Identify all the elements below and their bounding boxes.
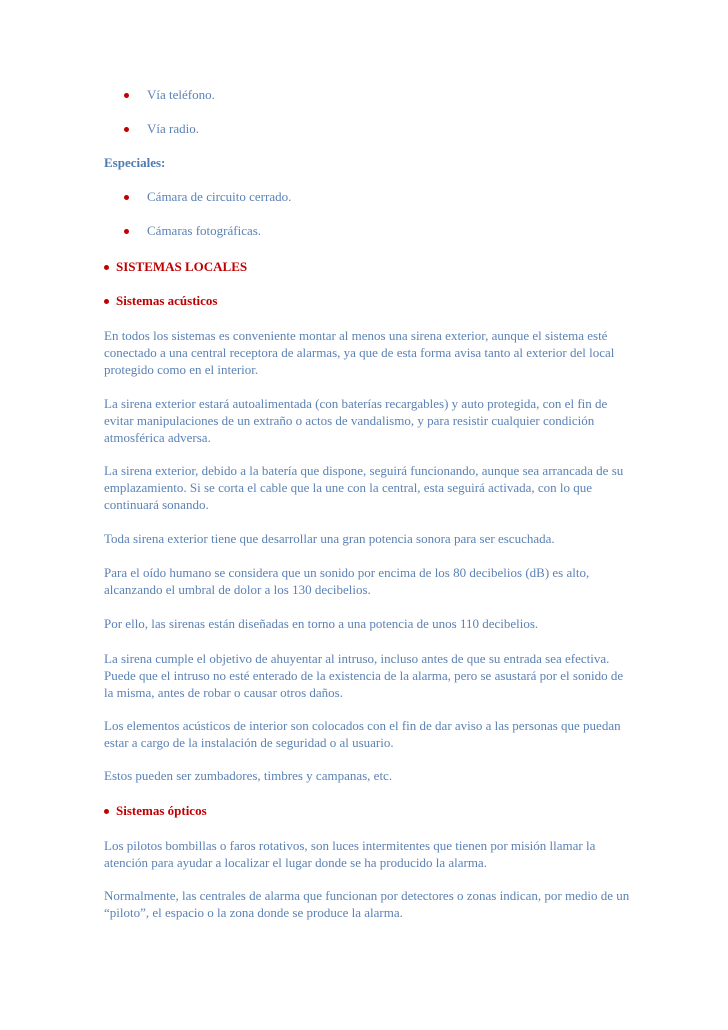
paragraph: La sirena exterior, debido a la batería que dispone, seguirá funcionando, aunque sea arrancada de su emplazamiento. Si se corta el cable que la une con la central, esta seguirá activada, con lo que continuará sonando. (104, 463, 624, 512)
list-item (124, 120, 199, 138)
paragraph: La sirena cumple el objetivo de ahuyentar al intruso, incluso antes de que su entrada sea efectiva. Puede que el intruso no esté enterado de la existencia de la alarma, pero se asustará por el sonido de la misma, antes de robar o causar otros daños. (104, 651, 624, 700)
paragraph: Estos pueden ser zumbadores, timbres y campanas, etc. (104, 768, 393, 783)
list-item (124, 188, 291, 206)
section-heading-text: Sistemas acústicos (116, 293, 218, 308)
paragraph: Toda sirena exterior tiene que desarrollar una gran potencia sonora para ser escuchada. (104, 531, 555, 546)
bullet-icon (124, 93, 129, 98)
list-item (124, 222, 261, 240)
bullet-icon (124, 229, 129, 234)
list-item-text: Cámaras fotográficas. (147, 223, 262, 238)
paragraph: Normalmente, las centrales de alarma que funcionan por detectores o zonas indican, por medio de un “piloto”, el espacio o la zona donde se produce la alarma. (104, 888, 630, 920)
list-item-text: Vía radio. (147, 121, 199, 136)
list-item-text: Cámara de circuito cerrado. (147, 189, 292, 204)
paragraph: La sirena exterior estará autoalimentada (con baterías recargables) y auto protegida, con el fin de evitar manipulaciones de un extraño o actos de vandalismo, y para resistir cualquier condición atmosférica adversa. (104, 396, 608, 445)
list-item-text: Vía teléfono. (147, 87, 215, 102)
paragraph: Los pilotos bombillas o faros rotativos, son luces intermitentes que tienen por misión llamar la atención para ayudar a localizar el lugar donde se ha producido la alarma. (104, 838, 596, 870)
bullet-icon (104, 299, 109, 304)
list-item (124, 86, 215, 104)
paragraph: Para el oído humano se considera que un sonido por encima de los 80 decibelios (dB) es alto, alcanzando el umbral de dolor a los 130 decibelios. (104, 565, 590, 597)
bullet-icon (124, 127, 129, 132)
paragraph: Los elementos acústicos de interior son colocados con el fin de dar aviso a las personas que puedan estar a cargo de la instalación de seguridad o al usuario. (104, 718, 621, 750)
section-heading-text: SISTEMAS LOCALES (116, 259, 248, 274)
bullet-icon (104, 265, 109, 270)
section-heading-text: Sistemas ópticos (116, 803, 207, 818)
paragraph: En todos los sistemas es conveniente montar al menos una sirena exterior, aunque el sistema esté conectado a una central receptora de alarmas, ya que de esta forma avisa tanto al exterior del local protegido como en el interior. (104, 328, 615, 377)
bullet-icon (124, 195, 129, 200)
paragraph: Por ello, las sirenas están diseñadas en torno a una potencia de unos 110 decibelios. (104, 616, 539, 631)
section-heading-sistemas-locales (104, 258, 634, 276)
section-heading-sistemas-acusticos (104, 292, 634, 310)
section-heading-sistemas-opticos (104, 802, 634, 820)
especiales-heading: Especiales: (104, 155, 166, 170)
bullet-icon (104, 809, 109, 814)
